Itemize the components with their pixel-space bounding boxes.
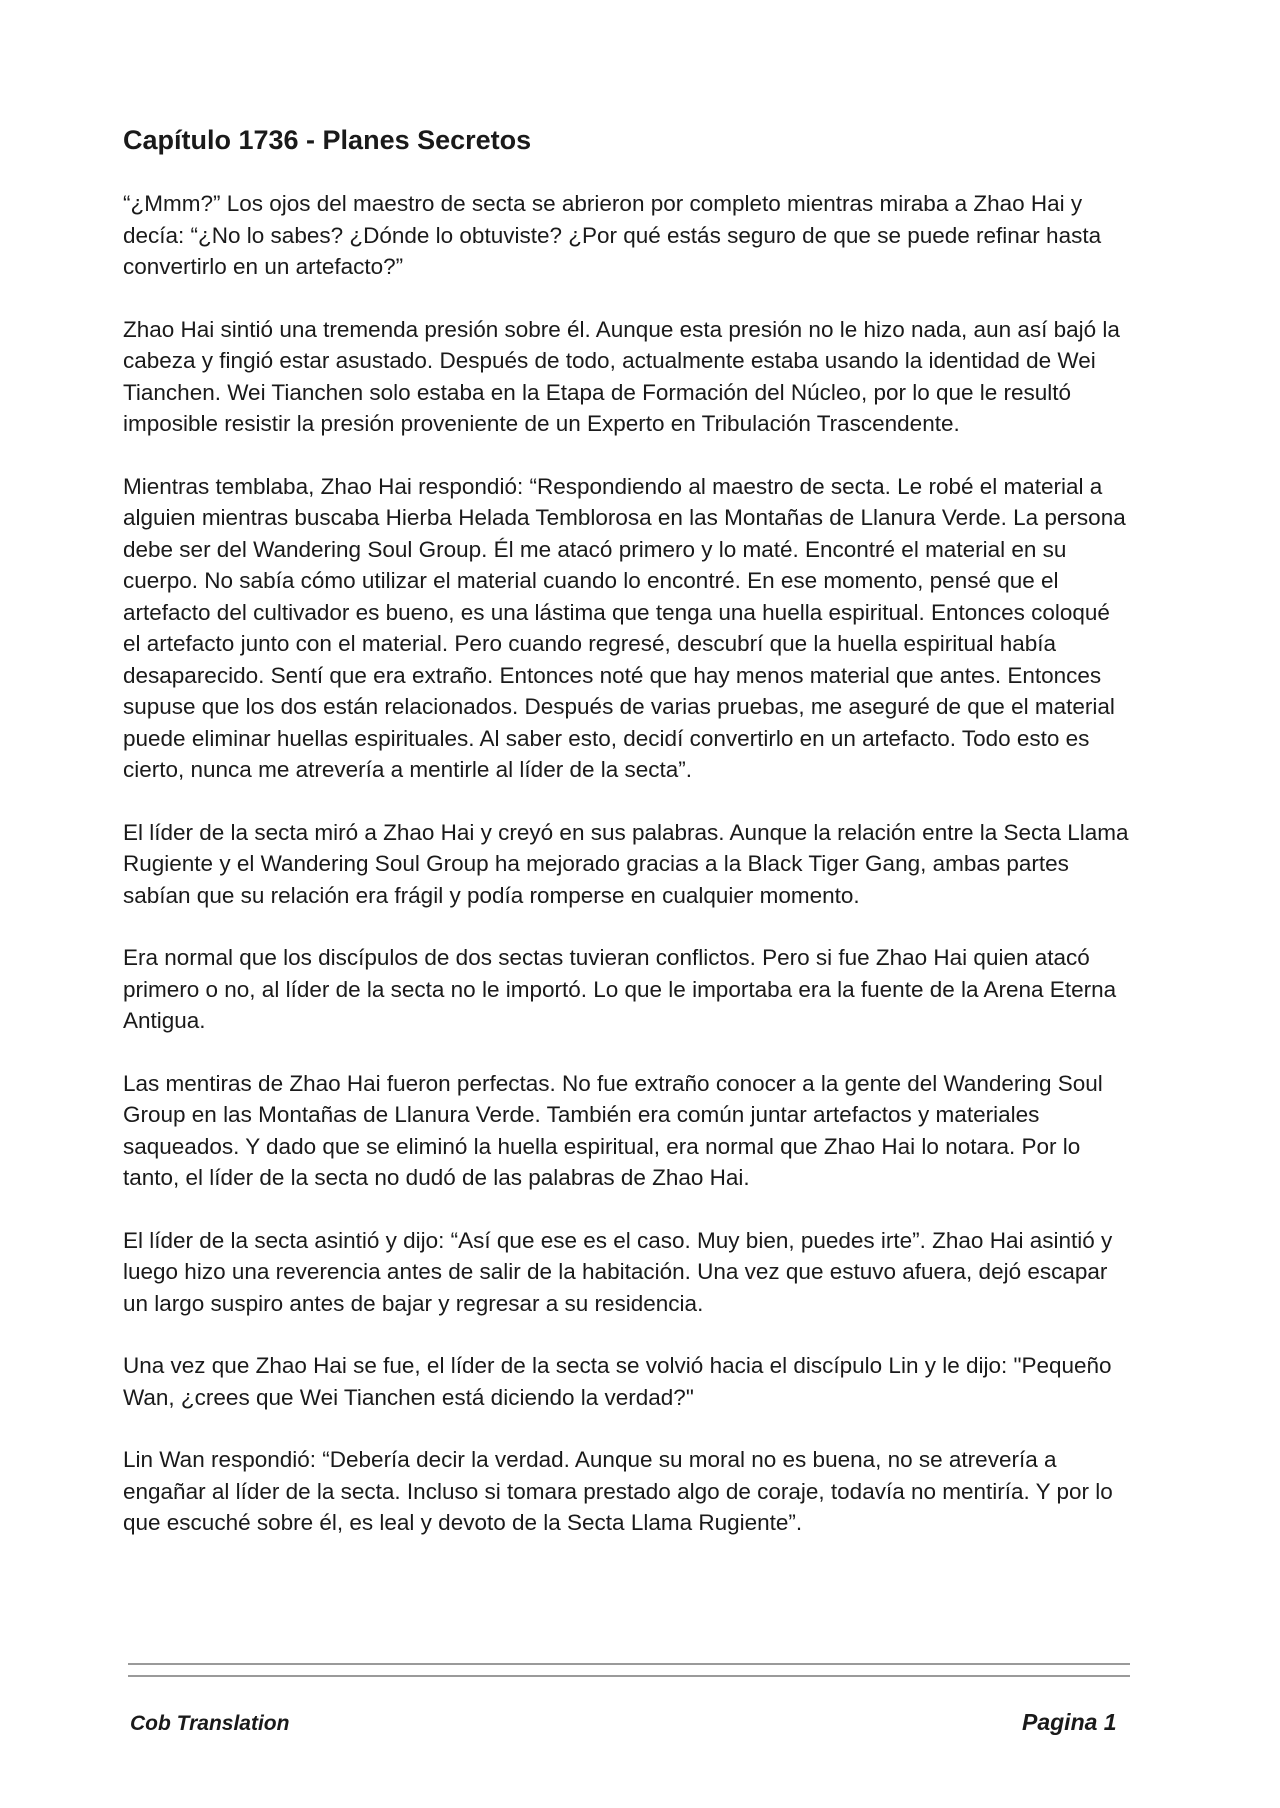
footer-credit: Cob Translation [130, 1712, 290, 1735]
document-body [123, 122, 1133, 1570]
paragraph: Zhao Hai sintió una tremenda presión sobre él. Aunque esta presión no le hizo nada, aun así bajó la cabeza y fingió estar asustado. Después de todo, actualmente estaba usando la identidad de Wei Tianchen. Wei Tianchen solo estaba en la Etapa de Formación del Núcleo, por lo que le resultó imposible resistir la presión proveniente de un Experto en Tribulación Trascendente. [123, 316, 1120, 436]
paragraph: Una vez que Zhao Hai se fue, el líder de la secta se volvió hacia el discípulo Lin y le dijo: "Pequeño Wan, ¿crees que Wei Tianchen está diciendo la verdad?" [123, 1353, 1112, 1410]
paragraph: Las mentiras de Zhao Hai fueron perfectas. No fue extraño conocer a la gente del Wandering Soul Group en las Montañas de Llanura Verde. También era común juntar artefactos y materiales saqueados. Y dado que se eliminó la huella espiritual, era normal que Zhao Hai lo notara. Por lo tanto, el líder de la secta no dudó de las palabras de Zhao Hai. [123, 1070, 1103, 1190]
paragraph: Era normal que los discípulos de dos sectas tuvieran conflictos. Pero si fue Zhao Hai quien atacó primero o no, al líder de la secta no le importó. Lo que le importaba era la fuente de la Arena Eterna Antigua. [123, 945, 1117, 1033]
paragraph: “¿Mmm?” Los ojos del maestro de secta se abrieron por completo mientras miraba a Zhao Hai y decía: “¿No lo sabes? ¿Dónde lo obtuviste? ¿Por qué estás seguro de que se puede refinar hasta convertirlo en un artefacto?” [123, 191, 1102, 279]
footer-divider [128, 1663, 1130, 1665]
paragraph: Lin Wan respondió: “Debería decir la verdad. Aunque su moral no es buena, no se atrevería a engañar al líder de la secta. Incluso si tomara prestado algo de coraje, todavía no mentiría. Y por lo que escuché sobre él, es leal y devoto de la Secta Llama Rugiente”. [123, 1447, 1113, 1535]
page-number: Pagina 1 [1022, 1709, 1117, 1735]
paragraph: El líder de la secta asintió y dijo: “Así que ese es el caso. Muy bien, puedes irte”. Zhao Hai asintió y luego hizo una reverencia antes de salir de la habitación. Una vez que estuvo afuera, dejó escapar un largo suspiro antes de bajar y regresar a su residencia. [123, 1227, 1113, 1316]
paragraph: Mientras temblaba, Zhao Hai respondió: “Respondiendo al maestro de secta. Le robé el material a alguien mientras buscaba Hierba Helada Temblorosa en las Montañas de Llanura Verde. La persona debe ser del Wandering Soul Group. Él me atacó primero y lo maté. Encontré el material en su cuerpo. No sabía cómo utilizar el material cuando lo encontré. En ese momento, pensé que el artefacto del cultivador es bueno, es una lástima que tenga una huella espiritual. Entonces coloqué el artefacto junto con el material. Pero cuando regresé, descubrí que la huella espiritual había desaparecido. Sentí que era extraño. Entonces noté que hay menos material que antes. Entonces supuse que los dos están relacionados. Después de varias pruebas, me aseguré de que el material puede eliminar huellas espirituales. Al saber esto, decidí convertirlo en un artefacto. Todo esto es cierto, nunca me atrevería a mentirle al líder de la secta”. [123, 473, 1126, 782]
footer-divider [128, 1675, 1130, 1677]
paragraph: El líder de la secta miró a Zhao Hai y creyó en sus palabras. Aunque la relación entre la Secta Llama Rugiente y el Wandering Soul Group ha mejorado gracias a la Black Tiger Gang, ambas partes sabían que su relación era frágil y podía romperse en cualquier momento. [123, 819, 1129, 908]
chapter-title: Capítulo 1736 - Planes Secretos [123, 125, 532, 155]
